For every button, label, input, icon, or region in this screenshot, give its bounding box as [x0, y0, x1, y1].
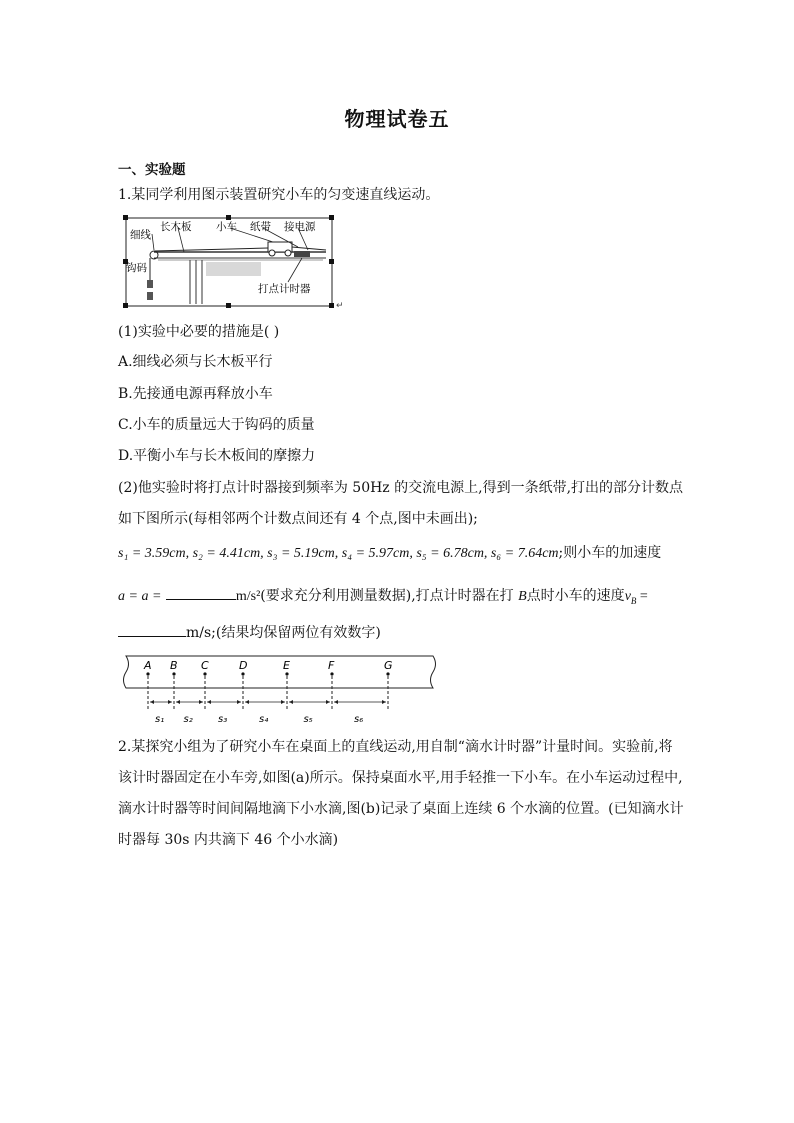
acceleration-note-2: 点时小车的速度	[526, 588, 625, 604]
acceleration-prefix: a = a =	[118, 589, 162, 604]
speed-answer-line	[118, 622, 381, 643]
tape-point-label-c: C	[201, 659, 209, 672]
paper-tape-figure	[118, 652, 438, 727]
measurement-data-line	[118, 543, 661, 564]
tape-dot-c	[203, 672, 206, 675]
tape-point-label-f: F	[328, 659, 335, 672]
label-hook: 钩码	[126, 262, 147, 274]
option-a: A.细线必须与长木板平行	[118, 354, 273, 370]
question-1-part-1: (1)实验中必要的措施是( )	[118, 324, 280, 340]
label-power: 接电源	[284, 221, 316, 233]
segment-label-1: s₁	[155, 714, 165, 725]
page-title: 物理试卷五	[344, 107, 450, 131]
question-1-stem: 1.某同学利用图示装置研究小车的匀变速直线运动。	[118, 187, 440, 203]
velocity-symbol: v	[624, 589, 631, 604]
option-c: C.小车的质量远大于钩码的质量	[118, 417, 315, 433]
measurement-values: s₁ = 3.59cm, s₂ = 4.41cm, s₃ = 5.19cm, s₄ = 5.97cm, s₅ = 6.78cm, s₆ = 7.64cm	[118, 546, 559, 561]
segment-label-2: s₂	[183, 714, 193, 725]
tape-point-label-g: G	[384, 659, 393, 672]
question-1-part-2-line-1: (2)他实验时将打点计时器接到频率为 50Hz 的交流电源上,得到一条纸带,打出的部分计数点	[118, 480, 684, 496]
question-2-line-2: 该计时器固定在小车旁,如图(a)所示。保持桌面水平,用手轻推一下小车。在小车运动过程中,	[118, 770, 683, 786]
segment-label-4: s₄	[259, 714, 269, 725]
option-b: B.先接通电源再释放小车	[118, 386, 273, 402]
label-timer: 打点计时器	[258, 283, 311, 295]
segment-label-5: s₅	[303, 714, 313, 725]
acceleration-unit: m/s²	[235, 589, 261, 604]
question-2-line-3: 滴水计时器等时间间隔地滴下小水滴,图(b)记录了桌面上连续 6 个水滴的位置。(已知滴水计	[118, 801, 684, 817]
acceleration-answer-blank[interactable]	[166, 585, 236, 600]
segment-label-3: s₃	[218, 714, 228, 725]
acceleration-note: (要求充分利用测量数据),打点计时器在打	[260, 588, 514, 604]
tape-point-label-a: A	[144, 659, 152, 672]
measurement-tail: ;则小车的加速度	[558, 545, 662, 561]
tape-dot-d	[241, 672, 244, 675]
label-tape: 纸带	[250, 221, 271, 233]
segment-label-6: s₆	[354, 714, 364, 725]
speed-answer-blank[interactable]	[118, 622, 186, 637]
label-string: 细线	[130, 229, 151, 241]
apparatus-figure	[118, 212, 348, 312]
question-2-line-1: 2.某探究小组为了研究小车在桌面上的直线运动,用自制“滴水计时器”计量时间。实验前,将	[118, 739, 673, 755]
tape-point-label-e: E	[283, 659, 290, 672]
tape-dot-a	[146, 672, 149, 675]
tape-point-label-d: D	[239, 659, 248, 672]
option-d: D.平衡小车与长木板间的摩擦力	[118, 448, 316, 464]
velocity-subscript: B	[630, 595, 637, 606]
label-car: 小车	[216, 221, 237, 233]
svg-text:↵: ↵	[336, 301, 344, 311]
section-heading: 一、实验题	[118, 162, 186, 178]
question-1-part-2-line-2: 如下图所示(每相邻两个计数点间还有 4 个点,图中未画出);	[118, 511, 478, 527]
tape-dot-e	[285, 672, 288, 675]
label-board: 长木板	[160, 221, 192, 233]
tape-dot-g	[386, 672, 389, 675]
speed-unit-note: m/s;(结果均保留两位有效数字)	[186, 625, 381, 641]
tape-dot-b	[172, 672, 175, 675]
acceleration-line	[118, 585, 648, 611]
tape-dot-f	[330, 672, 333, 675]
question-2-line-4: 时器每 30s 内共滴下 46 个小水滴)	[118, 832, 339, 848]
tape-point-label-b: B	[170, 659, 178, 672]
equals-sign: =	[636, 589, 648, 604]
point-b-label: B	[518, 589, 527, 604]
